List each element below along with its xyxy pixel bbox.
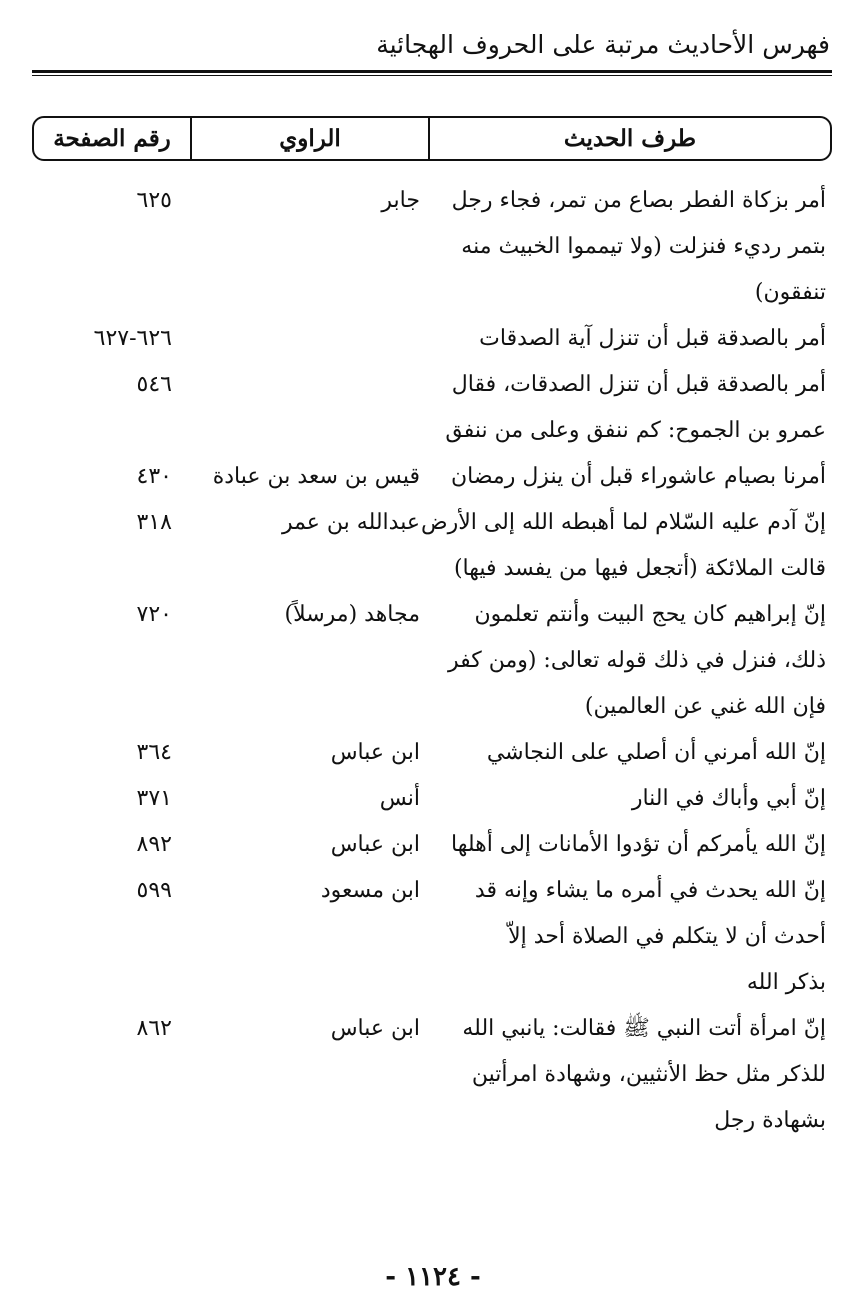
table-row (32, 362, 832, 454)
hadith-line: إنّ امرأة أتت النبي ﷺ فقالت: يانبي الله (462, 1016, 826, 1041)
narrator-name: أنس (379, 786, 420, 811)
hadith-line: إنّ الله أمرني أن أصلي على النجاشي (486, 740, 826, 765)
page-reference: ٥٤٦ (136, 372, 172, 397)
table-row (32, 178, 832, 316)
narrator-name: ابن عباس (330, 1016, 420, 1041)
hadith-text (434, 776, 832, 822)
index-table-body (32, 178, 832, 1144)
table-header (32, 116, 832, 161)
page-reference: ٨٩٢ (136, 832, 172, 857)
page-reference: ٦٢٦-٦٢٧ (93, 326, 172, 351)
table-row (32, 592, 832, 730)
hadith-text (434, 592, 832, 730)
hadith-text (434, 868, 832, 1006)
hadith-line: عمرو بن الجموح: كم ننفق وعلى من ننفق (445, 418, 826, 443)
hadith-line: إنّ أبي وأباك في النار (631, 786, 826, 811)
running-header-title: فهرس الأحاديث مرتبة على الحروف الهجائية (376, 30, 830, 59)
narrator-name: قيس بن سعد بن عبادة (212, 464, 420, 489)
page-number: - ١١٢٤ - (385, 1262, 481, 1292)
page-reference: ٣٧١ (136, 786, 172, 811)
hadith-line: بشهادة رجل (714, 1108, 826, 1133)
hadith-line: أمر بزكاة الفطر بصاع من تمر، فجاء رجل (451, 188, 826, 213)
table-row (32, 1006, 832, 1144)
column-header-hadith: طرف الحديث (428, 118, 830, 159)
hadith-line: إنّ إبراهيم كان يحج البيت وأنتم تعلمون (474, 602, 826, 627)
table-row (32, 822, 832, 868)
page-reference: ٧٢٠ (136, 602, 172, 627)
narrator-name: جابر (381, 188, 420, 213)
hadith-line: ذلك، فنزل في ذلك قوله تعالى: (ومن كفر (447, 648, 826, 673)
hadith-line: إنّ الله يحدث في أمره ما يشاء وإنه قد (474, 878, 826, 903)
table-row (32, 730, 832, 776)
page-reference: ٣٦٤ (136, 740, 172, 765)
hadith-line: أحدث أن لا يتكلم في الصلاة أحد إلاّ (508, 924, 826, 949)
hadith-text (434, 1006, 832, 1144)
narrator-name: مجاهد (مرسلاً) (284, 602, 420, 627)
hadith-line: أمر بالصدقة قبل أن تنزل الصدقات، فقال (451, 372, 826, 397)
hadith-line: تنفقون) (754, 280, 826, 305)
hadith-line: إنّ الله يأمركم أن تؤدوا الأمانات إلى أهلها (451, 832, 826, 857)
table-row (32, 500, 832, 592)
page-reference: ٤٣٠ (136, 464, 172, 489)
table-row (32, 868, 832, 1006)
narrator-name: ابن مسعود (320, 878, 420, 903)
page-reference: ٦٢٥ (136, 188, 172, 213)
hadith-text (434, 316, 832, 362)
hadith-line: أمر بالصدقة قبل أن تنزل آية الصدقات (479, 326, 826, 351)
hadith-text (434, 362, 832, 454)
table-row (32, 776, 832, 822)
narrator-name: ابن عباس (330, 832, 420, 857)
hadith-line: إنّ آدم عليه السّلام لما أهبطه الله إلى الأرض (420, 510, 826, 535)
hadith-text (434, 178, 832, 316)
page-reference: ٨٦٢ (136, 1016, 172, 1041)
hadith-text (420, 500, 832, 592)
page-reference: ٥٩٩ (136, 878, 172, 903)
hadith-line: للذكر مثل حظ الأنثيين، وشهادة امرأتين (471, 1062, 826, 1087)
hadith-text (434, 454, 832, 500)
page-reference: ٣١٨ (136, 510, 172, 535)
hadith-line: بذكر الله (746, 970, 826, 995)
hadith-line: فإن الله غني عن العالمين) (584, 694, 826, 719)
hadith-text (434, 822, 832, 868)
narrator-name: عبدالله بن عمر (281, 510, 420, 535)
column-header-page: رقم الصفحة (53, 125, 171, 152)
column-header-narrator: الراوي (190, 118, 428, 159)
narrator-name: ابن عباس (330, 740, 420, 765)
table-row (32, 454, 832, 500)
hadith-text (434, 730, 832, 776)
hadith-line: أمرنا بصيام عاشوراء قبل أن ينزل رمضان (450, 464, 826, 489)
hadith-line: بتمر رديء فنزلت (ولا تيمموا الخبيث منه (461, 234, 826, 259)
header-rule (32, 70, 832, 76)
hadith-line: قالت الملائكة (أتجعل فيها من يفسد فيها) (453, 556, 826, 581)
table-row (32, 316, 832, 362)
